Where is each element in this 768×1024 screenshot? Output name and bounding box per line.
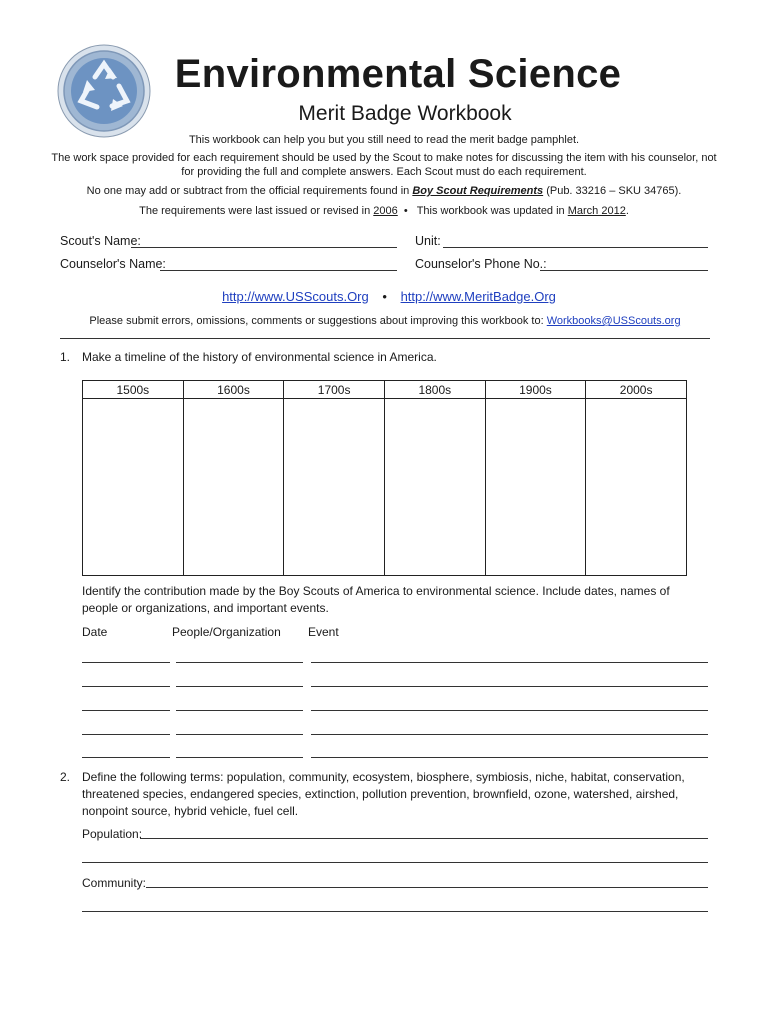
requirements-note bbox=[50, 184, 718, 198]
population-line[interactable] bbox=[140, 838, 708, 839]
community-line-2[interactable] bbox=[82, 911, 708, 912]
header-divider bbox=[60, 338, 710, 339]
timeline-cell[interactable] bbox=[384, 399, 485, 576]
timeline-header-row bbox=[83, 381, 687, 399]
people-line[interactable] bbox=[176, 757, 303, 758]
counselor-name-field[interactable] bbox=[160, 270, 397, 271]
timeline-col-1600s: 1600s bbox=[183, 381, 284, 399]
counselor-name-label: Counselor's Name: bbox=[60, 257, 166, 271]
date-line[interactable] bbox=[82, 710, 170, 711]
workbook-email-link[interactable]: Workbooks@USScouts.org bbox=[546, 315, 681, 327]
unit-field[interactable] bbox=[443, 247, 708, 248]
unit-label: Unit: bbox=[415, 234, 441, 248]
scout-name-field[interactable] bbox=[131, 247, 397, 248]
event-line[interactable] bbox=[311, 757, 708, 758]
event-line[interactable] bbox=[311, 662, 708, 663]
people-line[interactable] bbox=[176, 734, 303, 735]
req2-text: Define the following terms: population, community, ecosystem, biosphere, symbiosis, niche, habitat, conservation, threatened species, endangered species, extinction, pollution prevention, brownfield, ozone, watershed, airshed, nonpoint source, hybrid vehicle, fuel cell. bbox=[82, 770, 685, 818]
people-line[interactable] bbox=[176, 686, 303, 687]
timeline-cell[interactable] bbox=[83, 399, 184, 576]
community-line[interactable] bbox=[146, 887, 708, 888]
revision-note-mid: • This workbook was updated in bbox=[397, 205, 568, 217]
timeline-body-row bbox=[83, 399, 687, 576]
timeline-cell[interactable] bbox=[284, 399, 385, 576]
population-label: Population: bbox=[82, 827, 143, 841]
timeline-cell[interactable] bbox=[183, 399, 284, 576]
timeline-cell[interactable] bbox=[485, 399, 586, 576]
requirements-note-pre: No one may add or subtract from the official requirements found in bbox=[86, 185, 413, 197]
submit-note bbox=[60, 315, 710, 327]
people-line[interactable] bbox=[176, 662, 303, 663]
scout-name-label: Scout's Name: bbox=[60, 234, 141, 248]
col-people-header: People/Organization bbox=[172, 625, 281, 639]
page-title: Environmental Science bbox=[174, 52, 622, 96]
req1-text: Make a timeline of the history of environmental science in America. bbox=[82, 350, 437, 364]
pamphlet-note: This workbook can help you but you still need to read the merit badge pamphlet. bbox=[188, 134, 580, 146]
book-title: Boy Scout Requirements bbox=[412, 185, 544, 197]
timeline-col-2000s: 2000s bbox=[586, 381, 687, 399]
revision-note bbox=[50, 204, 718, 218]
timeline-col-1500s: 1500s bbox=[83, 381, 184, 399]
revision-year: 2006 bbox=[373, 205, 398, 217]
timeline-cell[interactable] bbox=[586, 399, 687, 576]
timeline-table bbox=[82, 380, 687, 576]
date-line[interactable] bbox=[82, 757, 170, 758]
date-line[interactable] bbox=[82, 686, 170, 687]
req2-number: 2. bbox=[60, 770, 71, 784]
update-date: March 2012 bbox=[567, 205, 626, 217]
link-separator: • bbox=[382, 289, 387, 304]
date-line[interactable] bbox=[82, 734, 170, 735]
timeline-col-1800s: 1800s bbox=[384, 381, 485, 399]
requirements-note-post: (Pub. 33216 – SKU 34765). bbox=[543, 185, 682, 197]
bsa-contribution-text: Identify the contribution made by the Boy Scouts of America to environmental science. Include dates, names of people or organizations, and important events. bbox=[82, 584, 670, 615]
links-row bbox=[0, 289, 768, 304]
req1-number: 1. bbox=[60, 350, 71, 364]
timeline-col-1900s: 1900s bbox=[485, 381, 586, 399]
col-date-header: Date bbox=[82, 625, 108, 639]
revision-note-pre: The requirements were last issued or revised in bbox=[139, 205, 374, 217]
submit-text: Please submit errors, omissions, comments or suggestions about improving this workbook to: bbox=[89, 315, 547, 327]
counselor-phone-label: Counselor's Phone No.: bbox=[415, 257, 547, 271]
revision-note-end: . bbox=[625, 205, 629, 217]
counselor-phone-field[interactable] bbox=[540, 270, 708, 271]
community-label: Community: bbox=[82, 876, 147, 890]
event-line[interactable] bbox=[311, 734, 708, 735]
event-line[interactable] bbox=[311, 686, 708, 687]
page-subtitle: Merit Badge Workbook bbox=[298, 102, 512, 125]
timeline-col-1700s: 1700s bbox=[284, 381, 385, 399]
population-line-2[interactable] bbox=[82, 862, 708, 863]
event-line[interactable] bbox=[311, 710, 708, 711]
date-line[interactable] bbox=[82, 662, 170, 663]
usscouts-link[interactable]: http://www.USScouts.Org bbox=[222, 289, 369, 304]
workspace-note: The work space provided for each requirement should be used by the Scout to make notes for discussing the item with his counselor, not for providing the full and complete answers. Each Scout must do each requirement. bbox=[51, 152, 717, 178]
meritbadge-link[interactable]: http://www.MeritBadge.Org bbox=[400, 289, 556, 304]
people-line[interactable] bbox=[176, 710, 303, 711]
col-event-header: Event bbox=[308, 625, 339, 639]
